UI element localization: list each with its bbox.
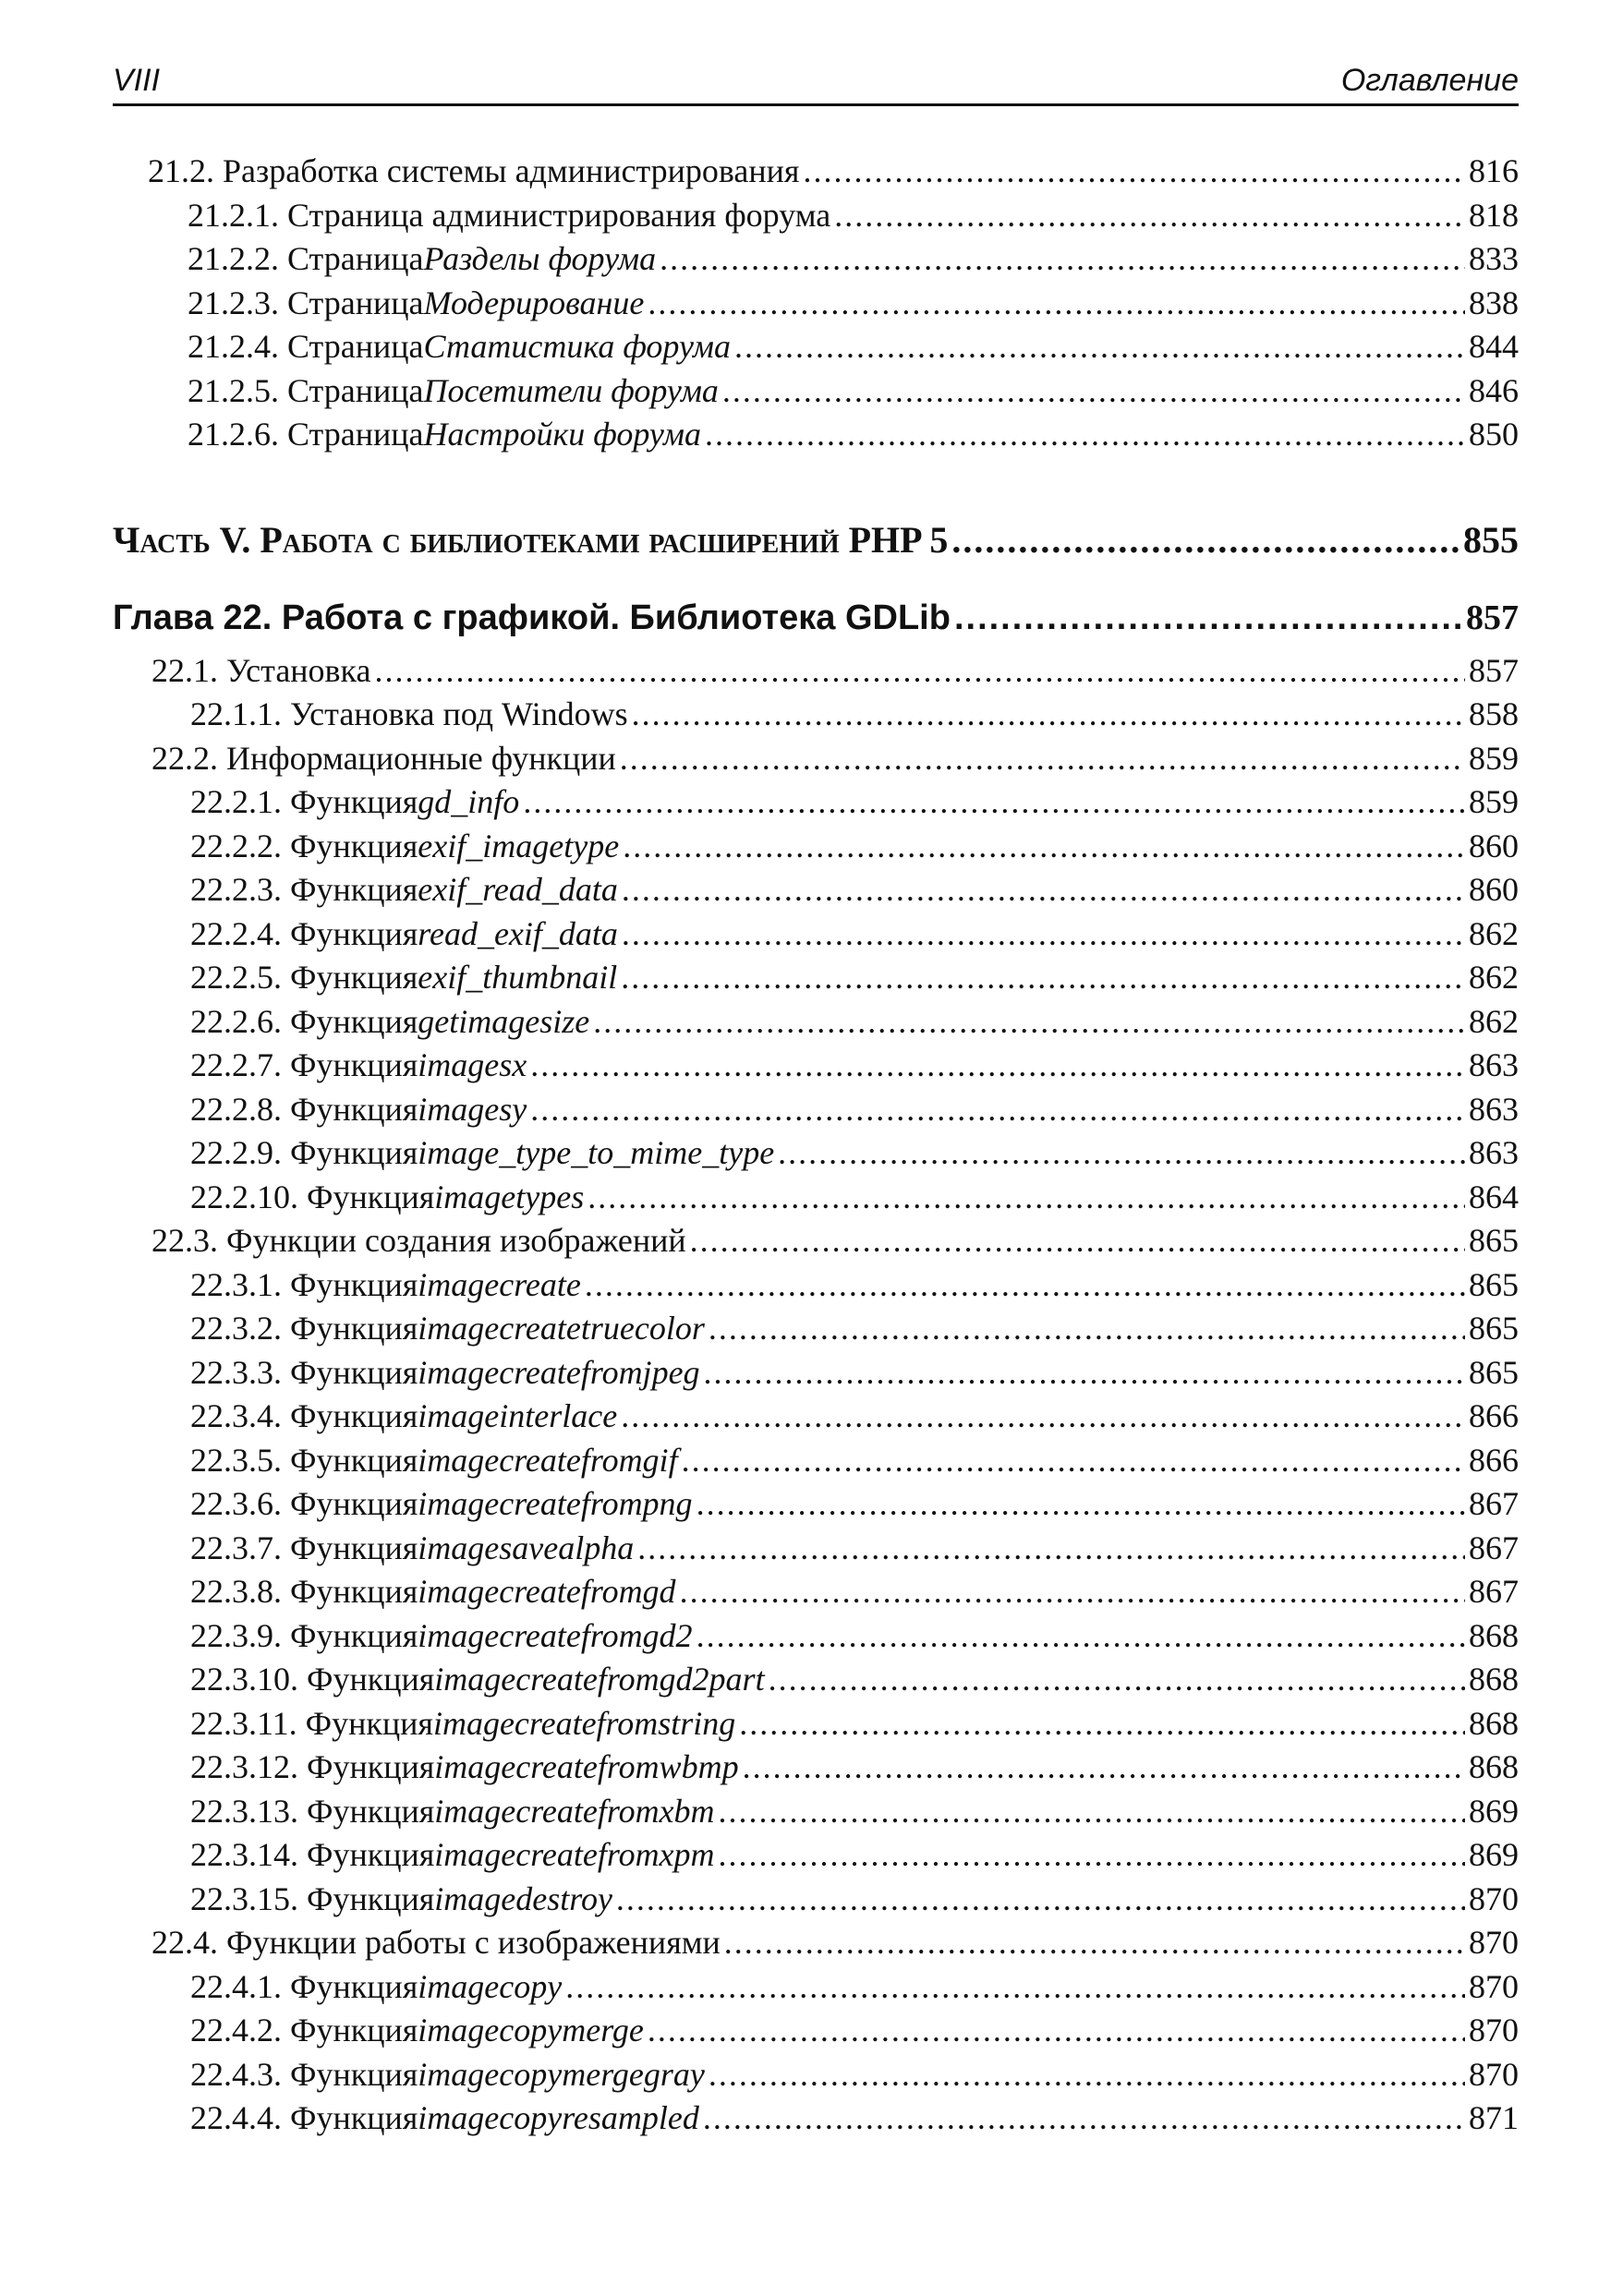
toc-page-number: 871 [1469,2099,1519,2136]
toc-entry-title: 22.2.6. Функция [190,1002,418,1040]
toc-entry-name: Разделы форума [423,240,657,277]
toc-page-number: 869 [1469,1836,1519,1873]
toc-subsection[interactable] [113,1395,1519,1439]
dot-leader [954,592,1462,644]
toc-entry-name: exif_imagetype [418,827,620,864]
dot-leader [719,1790,1465,1834]
toc-entry-title: 21.2.5. Страница [188,371,424,409]
page-number-label: VIII [113,63,161,98]
dot-leader [739,1702,1465,1746]
toc-section-22-4[interactable] [113,1921,1519,1965]
dot-leader [593,1000,1465,1045]
toc-entry-name: imagecreatefromgd2part [434,1661,765,1698]
dot-leader [622,912,1465,957]
dot-leader [530,1088,1465,1132]
toc-entry-title: 22.3.14. Функция [190,1836,435,1873]
toc-page-number: 859 [1469,783,1519,820]
toc-page-number: 870 [1469,1879,1519,1917]
toc-page-number: 862 [1469,914,1519,952]
toc-page-number: 870 [1469,2055,1519,2093]
toc-subsection[interactable] [113,1044,1519,1088]
toc-part-v[interactable] [113,513,1519,568]
toc-entry-name: imagedestroy [434,1879,612,1917]
toc-entry-title: 22.2.1. Функция [190,783,418,820]
toc-entry-title: 22.3.1. Функция [190,1265,418,1303]
toc-page-number: 862 [1469,1002,1519,1040]
dot-leader [709,1307,1465,1351]
dot-leader [722,369,1465,414]
toc-entry-name: imagecreatefromwbmp [434,1748,739,1785]
toc-page-number: 865 [1469,1222,1519,1259]
toc-entry-name: exif_thumbnail [418,959,618,996]
toc-page-number: 818 [1469,196,1519,234]
toc-page-number: 867 [1469,1529,1519,1566]
toc-entry-name: Настройки форума [423,416,701,453]
toc-entry-name: getimagesize [418,1002,590,1040]
toc-entry-title: 22.2.10. Функция [190,1178,435,1215]
toc-subsection[interactable] [113,1263,1519,1308]
toc-entry-name: imagecreatetruecolor [418,1310,705,1347]
toc-page-number: 846 [1469,371,1519,409]
toc-subsection[interactable] [113,1351,1519,1396]
toc-entry-name: exif_read_data [418,871,618,908]
toc-subsection[interactable] [113,369,1519,414]
toc-subsection[interactable] [113,693,1519,737]
toc-entry-name: imagecreatefromgif [418,1441,678,1479]
toc-entry-title: 22.2.8. Функция [190,1090,418,1128]
dot-leader [724,1921,1465,1965]
toc-subsection[interactable] [113,1658,1519,1702]
toc-entry-name: imagecreate [418,1265,581,1303]
dot-leader [623,825,1465,869]
toc-page-number: 867 [1469,1485,1519,1522]
dot-leader [778,1131,1465,1176]
toc-entry-name: imageinterlace [418,1397,618,1434]
toc-page-number: 838 [1469,284,1519,321]
toc-page-number: 869 [1469,1792,1519,1830]
dot-leader [648,282,1465,326]
dot-leader [585,1263,1465,1308]
toc-page-number: 816 [1469,152,1519,189]
toc-subsection[interactable] [113,1088,1519,1132]
dot-leader [709,2053,1465,2097]
toc-entry-title: 22.3.13. Функция [190,1792,435,1830]
toc-entry-title: 22.3.6. Функция [190,1485,418,1522]
dot-leader [703,2097,1465,2141]
toc-entry-title: 22.2.5. Функция [190,959,418,996]
dot-leader [565,1965,1465,2010]
toc-entry-title: 22.3.3. Функция [190,1353,418,1391]
toc-entry-title: 21.2.1. Страница администрирования форума [188,196,831,234]
dot-leader [621,956,1465,1000]
toc-entry-title: 22.3.7. Функция [190,1529,418,1566]
toc-page-number: 870 [1469,1924,1519,1961]
toc-entry-title: 22.2.3. Функция [190,871,418,908]
toc-subsection[interactable] [113,1307,1519,1351]
toc-page-number: 863 [1469,1090,1519,1128]
toc-entry-title: 22.2.4. Функция [190,914,418,952]
toc-subsection[interactable] [113,1439,1519,1483]
toc-page-number: 865 [1469,1265,1519,1303]
dot-leader [690,1219,1465,1263]
toc-subsection[interactable] [113,2097,1519,2141]
toc-entry-name: imagecreatefromxbm [434,1792,715,1830]
toc-entry-title: 21.2.4. Страница [188,328,424,365]
toc-page-number: 864 [1469,1178,1519,1215]
table-of-contents [113,150,1519,2141]
toc-chapter-22[interactable] [113,592,1519,644]
toc-page-number: 855 [1463,518,1519,561]
toc-entry-title: 21.2.2. Страница [188,240,424,277]
toc-entry-name: Посетители форума [423,371,719,409]
toc-entry-name: imagesx [418,1046,527,1083]
toc-entry-title: 22.3.9. Функция [190,1616,418,1654]
toc-page-number: 867 [1469,1573,1519,1610]
toc-entry-title: 22.3.8. Функция [190,1573,418,1610]
toc-subsection[interactable] [113,1702,1519,1746]
toc-section-22-3[interactable] [113,1219,1519,1263]
toc-entry-title: 22.2.2. Функция [190,827,418,864]
toc-entry-name: image_type_to_mime_type [418,1134,775,1171]
toc-entry-name: imagecopy [418,1967,563,2005]
dot-leader [734,325,1465,369]
toc-entry-title: 22.3.11. Функция [190,1704,433,1742]
toc-subsection[interactable] [113,825,1519,869]
toc-entry-title: 21.2.3. Страница [188,284,424,321]
toc-entry-title: 22.3. Функции создания изображений [151,1222,686,1259]
toc-part-title: Часть V. Работа с библиотеками расширений PHP 5 [113,518,949,561]
toc-subsection[interactable] [113,780,1519,825]
toc-entry-name: imagecreatefromgd [418,1573,676,1610]
dot-leader [719,1833,1465,1878]
toc-entry-title: 22.3.12. Функция [190,1748,435,1785]
toc-page-number: 863 [1469,1134,1519,1171]
toc-subsection[interactable] [113,1965,1519,2010]
toc-page-number: 858 [1469,695,1519,732]
toc-subsection[interactable] [113,1570,1519,1614]
toc-page-number: 833 [1469,240,1519,277]
toc-entry-name: imagesavealpha [418,1529,635,1566]
toc-page-number: 868 [1469,1616,1519,1654]
toc-subsection[interactable] [113,2009,1519,2053]
toc-entry-name: imagetypes [434,1178,585,1215]
dot-leader [704,1351,1465,1396]
toc-entry-name: imagecreatefrompng [418,1485,693,1522]
toc-subsection[interactable] [113,1000,1519,1045]
toc-entry-name: imagecreatefromstring [432,1704,736,1742]
toc-page-number: 859 [1469,739,1519,777]
toc-entry-title: 22.4.1. Функция [190,1967,418,2005]
dot-leader [637,1527,1465,1571]
dot-leader [660,237,1465,282]
toc-entry-title: 22.4.2. Функция [190,2012,418,2048]
toc-entry-name: imagecreatefromxpm [434,1836,715,1873]
dot-leader [530,1044,1465,1088]
toc-subsection[interactable] [113,237,1519,282]
toc-entry-name: imagecopyresampled [418,2099,699,2136]
toc-section-22-1[interactable] [113,649,1519,694]
toc-subsection[interactable] [113,2053,1519,2097]
toc-page-number: 868 [1469,1748,1519,1785]
toc-page-number: 865 [1469,1310,1519,1347]
toc-section-22-2[interactable] [113,737,1519,781]
toc-page-number: 866 [1469,1397,1519,1434]
toc-entry-name: read_exif_data [418,914,618,952]
toc-entry-title: 21.2. Разработка системы администрирования [148,152,800,189]
toc-page-number: 860 [1469,871,1519,908]
toc-page-number: 860 [1469,827,1519,864]
toc-entry-title: 21.2.6. Страница [188,416,424,453]
dot-leader [696,1614,1465,1659]
toc-subsection[interactable] [113,1176,1519,1220]
toc-entry-title: 22.3.2. Функция [190,1310,418,1347]
toc-subsection[interactable] [113,1614,1519,1659]
toc-subsection[interactable] [113,282,1519,326]
toc-entry-title: 22.3.15. Функция [190,1879,435,1917]
dot-leader [622,868,1465,912]
toc-entry-name: gd_info [418,783,520,820]
toc-entry-title: 22.2. Информационные функции [151,739,616,777]
toc-entry-name: imagecopymergegray [418,2055,705,2093]
toc-page-number: 868 [1469,1661,1519,1698]
dot-leader [621,1395,1465,1439]
toc-entry-title: 22.1.1. Установка под Windows [190,695,628,732]
running-title: Оглавление [1340,63,1519,98]
dot-leader [705,413,1465,457]
toc-subsection[interactable] [113,1482,1519,1527]
toc-subsection[interactable] [113,868,1519,912]
dot-leader [587,1176,1465,1220]
dot-leader [620,737,1465,781]
toc-page-number: 862 [1469,959,1519,996]
dot-leader [682,1439,1465,1483]
running-header [113,57,1519,106]
toc-subsection[interactable] [113,912,1519,957]
toc-page-number: 868 [1469,1704,1519,1742]
toc-entry-title: 22.4. Функции работы с изображениями [151,1924,721,1961]
toc-subsection[interactable] [113,1878,1519,1922]
toc-entry-title: 22.3.4. Функция [190,1397,418,1434]
toc-section-21-2[interactable] [113,150,1519,194]
dot-leader [743,1746,1465,1790]
toc-subsection[interactable] [113,1131,1519,1176]
toc-entry-title: 22.3.5. Функция [190,1441,418,1479]
toc-subsection[interactable] [113,1746,1519,1790]
toc-page-number: 865 [1469,1353,1519,1391]
toc-entry-title: 22.1. Установка [151,651,371,689]
toc-subsection[interactable] [113,413,1519,457]
dot-leader [834,194,1465,238]
toc-entry-name: imagecopymerge [418,2012,644,2048]
toc-page-number: 857 [1469,651,1519,689]
toc-entry-name: imagesy [418,1090,527,1128]
dot-leader [769,1658,1465,1702]
toc-page-number: 863 [1469,1046,1519,1083]
toc-entry-title: 22.2.7. Функция [190,1046,418,1083]
toc-chapter-title: Глава 22. Работа с графикой. Библиотека GDLib [113,598,951,637]
dot-leader [803,150,1465,194]
toc-page-number: 870 [1469,2012,1519,2048]
toc-subsection[interactable] [113,1527,1519,1571]
toc-entry-name: Модерирование [423,284,645,321]
toc-page-number: 857 [1466,598,1519,637]
dot-leader [632,693,1465,737]
toc-page-number: 850 [1469,416,1519,453]
toc-subsection[interactable] [113,956,1519,1000]
toc-entry-title: 22.4.4. Функция [190,2099,418,2136]
toc-entry-name: Статистика форума [423,328,732,365]
dot-leader [374,649,1465,694]
dot-leader [648,2009,1465,2053]
toc-page-number: 844 [1469,328,1519,365]
dot-leader [680,1570,1465,1614]
toc-page-number: 866 [1469,1441,1519,1479]
toc-subsection[interactable] [113,1790,1519,1834]
toc-subsection[interactable] [113,325,1519,369]
toc-subsection[interactable] [113,1833,1519,1878]
dot-leader [696,1482,1465,1527]
toc-entry-title: 22.3.10. Функция [190,1661,435,1698]
dot-leader [616,1878,1465,1922]
toc-subsection[interactable] [113,194,1519,238]
toc-entry-name: imagecreatefromgd2 [418,1616,693,1654]
toc-entry-title: 22.2.9. Функция [190,1134,418,1171]
dot-leader [951,513,1460,568]
toc-entry-name: imagecreatefromjpeg [418,1353,700,1391]
toc-page-number: 870 [1469,1967,1519,2005]
dot-leader [523,780,1465,825]
toc-entry-title: 22.4.3. Функция [190,2055,418,2093]
